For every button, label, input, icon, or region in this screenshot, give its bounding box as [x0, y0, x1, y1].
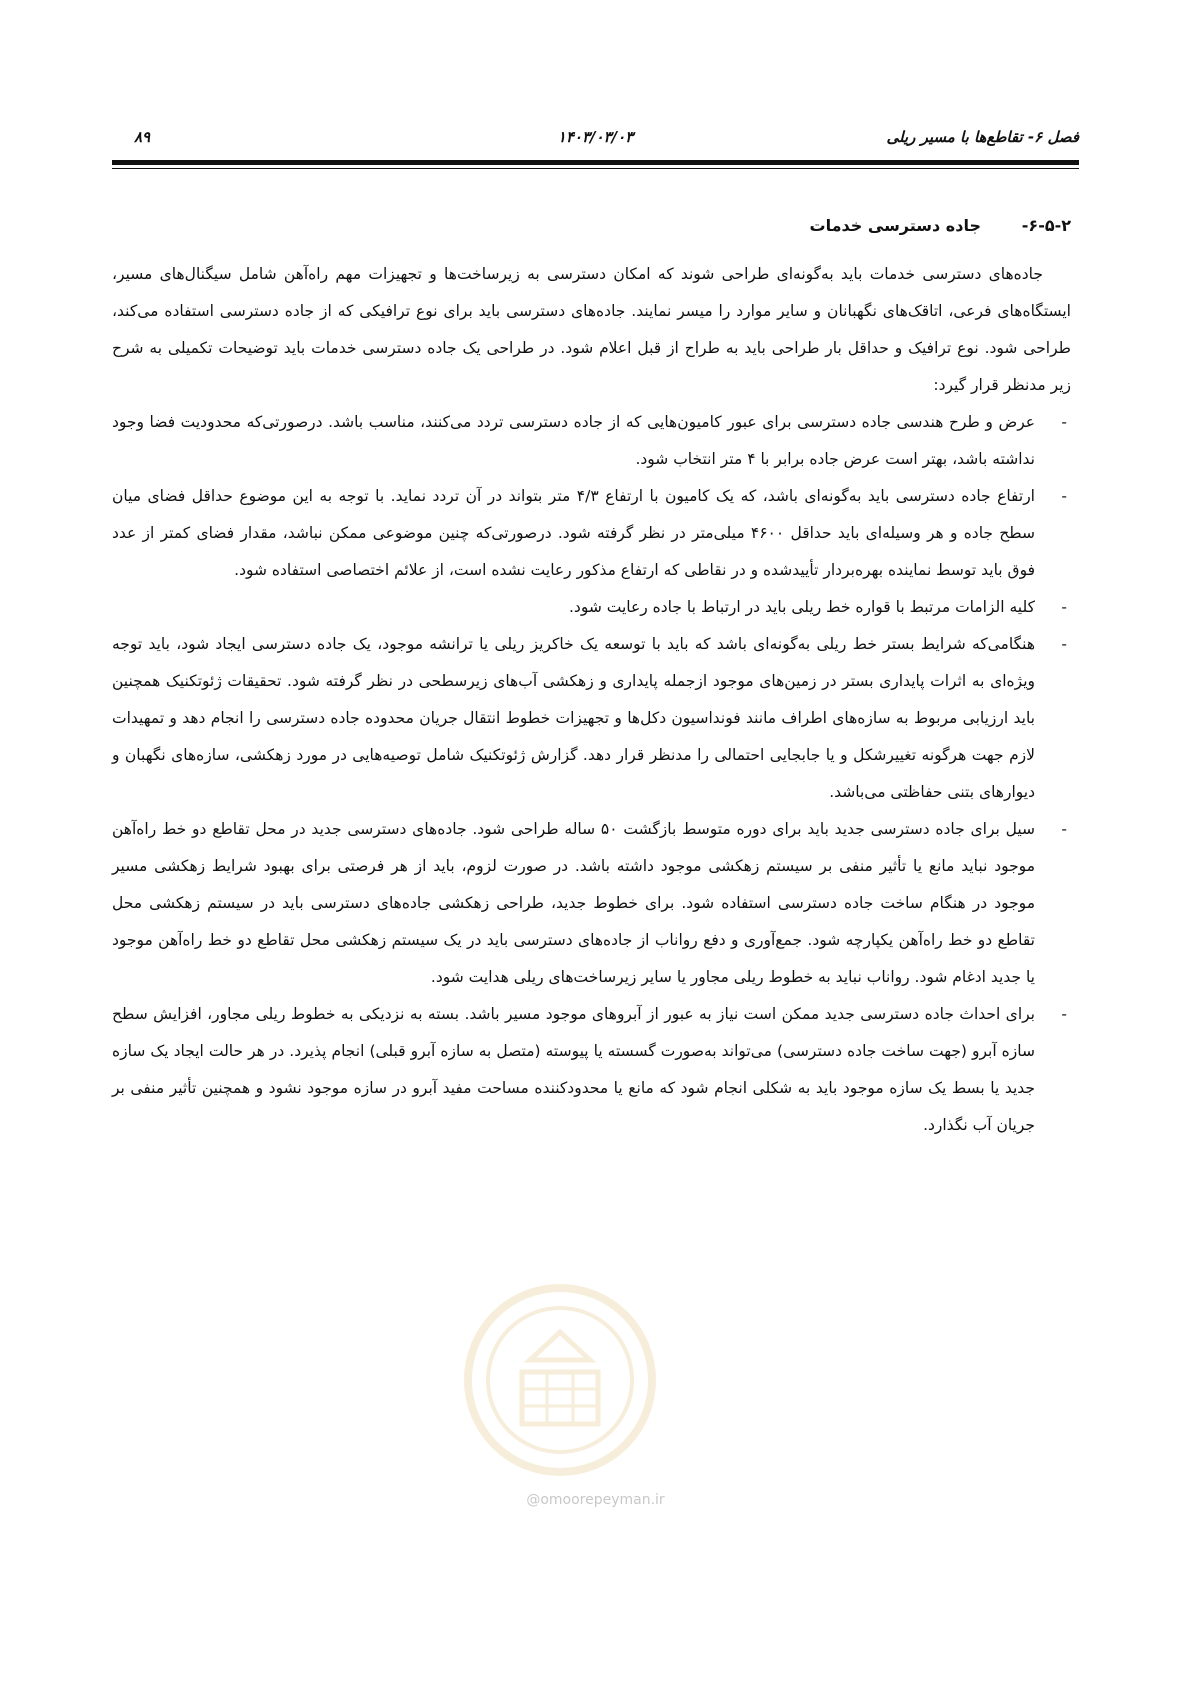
- list-item-text: عرض و طرح هندسی جاده دسترسی برای عبور کامیون‌هایی که از جاده دسترسی تردد می‌کنند، مناسب باشد. درصورتی‌که محدودیت فضا وجود نداشته باشد، بهتر است عرض جاده برابر با ۴ متر انتخاب شود.: [112, 413, 1035, 468]
- section-number: ۶-۵-۲-: [1021, 216, 1071, 235]
- chapter-title: فصل ۶- تقاطع‌ها با مسیر ریلی: [886, 128, 1079, 146]
- list-item: [112, 811, 1071, 996]
- list-item-text: کلیه الزامات مرتبط با قواره خط ریلی باید در ارتباط با جاده رعایت شود.: [568, 598, 1035, 616]
- list-item-text: سیل برای جاده دسترسی جدید باید برای دوره متوسط بازگشت ۵۰ ساله طراحی شود. جاده‌های دسترسی جدید در محل تقاطع دو خط راه‌آهن موجود نباید مانع یا تأثیر منفی بر سیستم زهکشی موجود داشته باشد. در صورت لزوم، باید از هر فرصتی برای بهبود شرایط زهکشی مسیر موجود در هنگام ساخت جاده دسترسی استفاده شود. برای خطوط جدید، طراحی زهکشی جاده‌های دسترسی باید در سیستم زهکشی محل تقاطع دو خط راه‌آهن یکپارچه شود. جمع‌آوری و دفع رواناب از جاده‌های دسترسی باید در یک سیستم زهکشی محل تقاطع دو خط راه‌آهن موجود یا جدید ادغام شود. رواناب نباید به خطوط ریلی مجاور یا سایر زیرساخت‌های ریلی هدایت شود.: [112, 820, 1035, 986]
- list-item-text: برای احداث جاده دسترسی جدید ممکن است نیاز به عبور از آبروهای موجود مسیر باشد. بسته به نزدیکی به خطوط ریلی مجاور، افزایش سطح سازه آبرو (جهت ساخت جاده دسترسی) می‌تواند به‌صورت گسسته یا پیوسته (متصل به سازه آبرو قبلی) انجام پذیرد. در هر حالت ایجاد یک سازه جدید یا بسط یک سازه موجود باید به شکلی انجام شود که مانع یا محدودکننده مساحت مفید آبرو در سازه موجود نشود و همچنین تأثیر منفی بر جریان آب نگذارد.: [112, 1005, 1035, 1134]
- page-header: [112, 128, 1079, 152]
- watermark-text: @omoorepeyman.ir: [526, 1492, 665, 1508]
- intro-paragraph: جاده‌های دسترسی خدمات باید به‌گونه‌ای طراحی شوند که امکان دسترسی به زیرساخت‌ها و تجهیزات مهم راه‌آهن شامل سیگنال‌های مسیر، ایستگاه‌های فرعی، اتاقک‌های نگهبانان و سایر موارد را میسر نمایند. جاده‌های دسترسی باید برای نوع ترافیکی که از جاده دسترسی استفاده می‌کند، طراحی شود. نوع ترافیک و حداقل بار طراحی باید به طراح از قبل اعلام شود. در طراحی یک جاده دسترسی خدمات باید توضیحات تکمیلی به شرح زیر مدنظر قرار گیرد:: [112, 265, 1071, 394]
- bullet-dash: -: [1061, 635, 1067, 653]
- bullet-dash: -: [1061, 820, 1067, 838]
- list-item-text: هنگامی‌که شرایط بستر خط ریلی به‌گونه‌ای باشد که باید با توسعه یک خاکریز ریلی یا ترانشه موجود، یک جاده دسترسی ایجاد شود، باید توجه ویژه‌ای به اثرات پایداری بستر در زمین‌های موجود ازجمله پایداری و زهکشی آب‌های زیرسطحی در نظر گرفته شود. تحقیقات ژئوتکنیک همچنین باید ارزیابی مربوط به سازه‌های اطراف مانند فونداسیون دکل‌ها و تجهیزات خطوط انتقال جریان محدوده جاده دسترسی را انجام دهد و تمهیدات لازم جهت هرگونه تغییرشکل و یا جابجایی احتمالی را مدنظر قرار دهد. گزارش ژئوتکنیک شامل توصیه‌هایی در مورد زهکشی، سازه‌های نگهبان و دیوارهای بتنی حفاظتی می‌باشد.: [112, 635, 1035, 801]
- list-item: [112, 589, 1071, 626]
- requirements-list: [112, 404, 1071, 1144]
- list-item: [112, 626, 1071, 811]
- bullet-dash: -: [1061, 598, 1067, 616]
- page-content: [112, 210, 1071, 1144]
- list-item: [112, 404, 1071, 478]
- list-item: [112, 996, 1071, 1144]
- header-rule-thin: [112, 168, 1079, 169]
- list-item-text: ارتفاع جاده دسترسی باید به‌گونه‌ای باشد، که یک کامیون با ارتفاع ۴/۳ متر بتواند در آن تردد نماید. با توجه به این موضوع حداقل فضای میان سطح جاده و هر وسیله‌ای باید حداقل ۴۶۰۰ میلی‌متر در نظر گرفته شود. درصورتی‌که چنین موضوعی ممکن نباشد، مقدار فضای کمتر از عدد فوق باید توسط نماینده بهره‌بردار تأییدشده و در نقاطی که ارتفاع مذکور رعایت نشده است، از علائم اختصاصی استفاده شود.: [112, 487, 1035, 579]
- page-number: ۸۹: [134, 128, 151, 146]
- header-rule-thick: [112, 160, 1079, 165]
- bullet-dash: -: [1061, 1005, 1067, 1023]
- section-title: جاده دسترسی خدمات: [809, 216, 981, 235]
- bullet-dash: -: [1061, 413, 1067, 431]
- section-heading: [112, 210, 1071, 242]
- watermark-logo-icon: [460, 1280, 660, 1480]
- bullet-dash: -: [1061, 487, 1067, 505]
- header-date: ۱۴۰۳/۰۳/۰۳: [557, 128, 634, 146]
- list-item: [112, 478, 1071, 589]
